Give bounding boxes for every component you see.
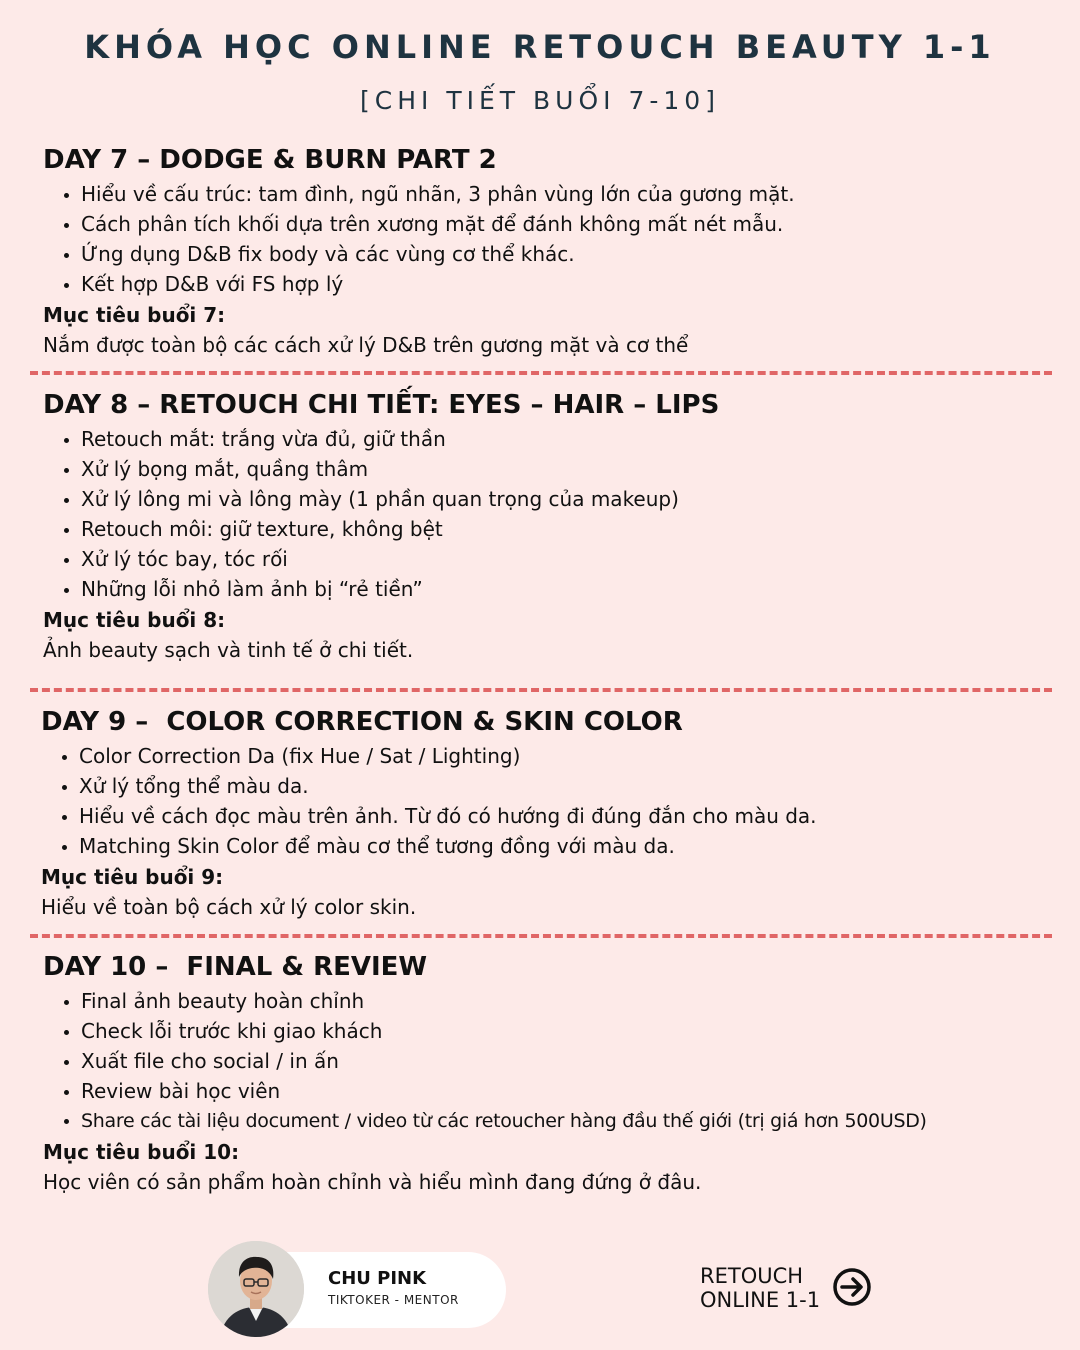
day-10-section [43, 952, 1073, 1198]
avatar [208, 1241, 304, 1337]
list-item: • Matching Skin Color để màu cơ thể tương đồng với màu da. [79, 831, 1071, 861]
day-9-section [41, 707, 1071, 923]
list-item: • Hiểu về cấu trúc: tam đình, ngũ nhãn, 3 phân vùng lớn của gương mặt. [81, 179, 1073, 209]
list-item: • Check lỗi trước khi giao khách [81, 1016, 1073, 1046]
day-9-topics [41, 741, 1071, 861]
day-8-goal-label: Mục tiêu buổi 8: [43, 608, 226, 632]
section-divider [30, 688, 1052, 692]
list-item: • Hiểu về cách đọc màu trên ảnh. Từ đó có hướng đi đúng đắn cho màu da. [79, 801, 1071, 831]
day-7-section [43, 145, 1073, 361]
arrow-right-circle-icon[interactable] [832, 1267, 872, 1307]
section-divider [30, 371, 1052, 375]
day-7-topics [43, 179, 1073, 299]
list-item: • Share các tài liệu document / video từ các retoucher hàng đầu thế giới (trị giá hơn 500USD) [81, 1106, 1073, 1136]
list-item: • Những lỗi nhỏ làm ảnh bị “rẻ tiền” [81, 574, 1073, 604]
day-10-topics [43, 986, 1073, 1136]
brand-label [700, 1264, 820, 1312]
day-8-topics [43, 424, 1073, 604]
list-item: • Color Correction Da (fix Hue / Sat / Lighting) [79, 741, 1071, 771]
day-7-goal-text: Nắm được toàn bộ các cách xử lý D&B trên gương mặt và cơ thể [43, 333, 689, 357]
list-item: • Cách phân tích khối dựa trên xương mặt để đánh không mất nét mẫu. [81, 209, 1073, 239]
list-item: • Final ảnh beauty hoàn chỉnh [81, 986, 1073, 1016]
mentor-role: TIKTOKER - MENTOR [328, 1293, 459, 1307]
list-item: • Xử lý tóc bay, tóc rối [81, 544, 1073, 574]
list-item: • Xuất file cho social / in ấn [81, 1046, 1073, 1076]
day-9-goal-label: Mục tiêu buổi 9: [41, 865, 224, 889]
day-8-section [43, 390, 1073, 666]
day-7-title: DAY 7 – DODGE & BURN PART 2 [43, 145, 497, 175]
day-10-goal-text: Học viên có sản phẩm hoàn chỉnh và hiểu mình đang đứng ở đâu. [43, 1170, 702, 1194]
list-item: • Retouch mắt: trắng vừa đủ, giữ thần [81, 424, 1073, 454]
day-10-title: DAY 10 – FINAL & REVIEW [43, 952, 428, 982]
section-divider [30, 934, 1052, 938]
mentor-portrait-icon [208, 1241, 304, 1337]
brand-line-2: ONLINE 1-1 [700, 1288, 821, 1312]
day-8-goal-text: Ảnh beauty sạch và tinh tế ở chi tiết. [43, 638, 414, 662]
list-item: • Retouch môi: giữ texture, không bệt [81, 514, 1073, 544]
day-7-goal-label: Mục tiêu buổi 7: [43, 303, 226, 327]
list-item: • Xử lý bọng mắt, quầng thâm [81, 454, 1073, 484]
day-9-title: DAY 9 – COLOR CORRECTION & SKIN COLOR [41, 707, 683, 737]
list-item: • Xử lý tổng thể màu da. [79, 771, 1071, 801]
day-8-title: DAY 8 – RETOUCH CHI TIẾT: EYES – HAIR – LIPS [43, 390, 720, 420]
list-item: • Kết hợp D&B với FS hợp lý [81, 269, 1073, 299]
list-item: • Review bài học viên [81, 1076, 1073, 1106]
page-subtitle: [CHI TIẾT BUỔI 7-10] [360, 86, 720, 115]
list-item: • Ứng dụng D&B fix body và các vùng cơ thể khác. [81, 239, 1073, 269]
mentor-name: CHU PINK [328, 1268, 427, 1289]
brand-line-1: RETOUCH [700, 1264, 804, 1288]
day-10-goal-label: Mục tiêu buổi 10: [43, 1140, 240, 1164]
page-title: KHÓA HỌC ONLINE RETOUCH BEAUTY 1-1 [84, 28, 996, 66]
list-item: • Xử lý lông mi và lông mày (1 phần quan trọng của makeup) [81, 484, 1073, 514]
day-9-goal-text: Hiểu về toàn bộ cách xử lý color skin. [41, 895, 417, 919]
